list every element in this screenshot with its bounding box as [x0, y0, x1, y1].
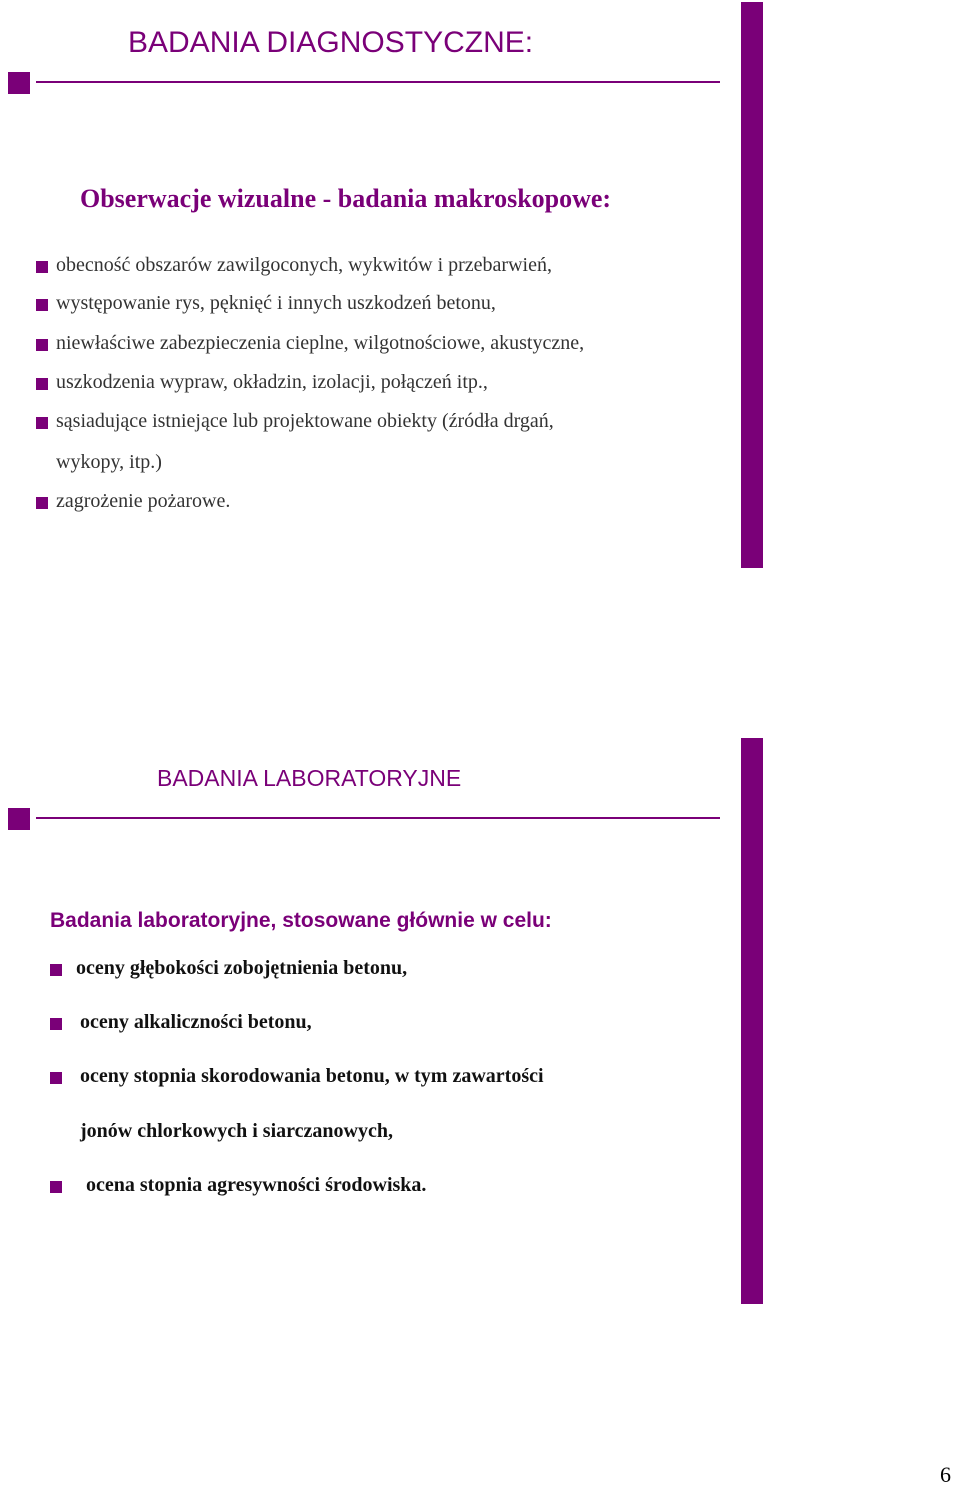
square-bullet-icon	[50, 1072, 62, 1084]
slide-1-list-item: występowanie rys, pęknięć i innych uszkodzeń betonu,	[56, 292, 496, 314]
slide-1-list-item: obecność obszarów zawilgoconych, wykwitów i przebarwień,	[56, 254, 552, 276]
slide-1-vertical-bar	[741, 2, 763, 568]
square-bullet-icon	[36, 497, 48, 509]
slide-1-corner-square-icon	[8, 72, 30, 94]
slide-1-list-item: sąsiadujące istniejące lub projektowane obiekty (źródła drgań,	[56, 410, 554, 432]
square-bullet-icon	[36, 261, 48, 273]
slide-2-corner-square-icon	[8, 808, 30, 830]
slide-1-list-item: zagrożenie pożarowe.	[56, 490, 231, 512]
slide-1-list-item: niewłaściwe zabezpieczenia cieplne, wilgotnościowe, akustyczne,	[56, 332, 585, 354]
square-bullet-icon	[36, 339, 48, 351]
square-bullet-icon	[50, 1018, 62, 1030]
slide-1-subtitle: Obserwacje wizualne - badania makroskopowe:	[80, 184, 612, 213]
slide-1-title-rule	[36, 81, 720, 83]
slide-1-list-item: uszkodzenia wypraw, okładzin, izolacji, połączeń itp.,	[56, 371, 488, 393]
slide-2-list-item: oceny głębokości zobojętnienia betonu,	[76, 957, 408, 979]
slide-2-title-rule	[36, 817, 720, 819]
slide-2-vertical-bar	[741, 738, 763, 1304]
square-bullet-icon	[50, 964, 62, 976]
slide-2-list-item: oceny stopnia skorodowania betonu, w tym zawartości	[80, 1065, 544, 1087]
page-number: 6	[940, 1462, 951, 1487]
square-bullet-icon	[36, 417, 48, 429]
slide-1-title: BADANIA DIAGNOSTYCZNE:	[128, 26, 534, 59]
slide-2-list-item: ocena stopnia agresywności środowiska.	[86, 1174, 427, 1196]
slide-1-list-item-continuation: wykopy, itp.)	[56, 451, 162, 473]
square-bullet-icon	[36, 299, 48, 311]
square-bullet-icon	[50, 1181, 62, 1193]
slide-2-list-item-continuation: jonów chlorkowych i siarczanowych,	[80, 1120, 393, 1142]
slide-2-title: BADANIA LABORATORYJNE	[157, 765, 462, 791]
slide-2-subtitle: Badania laboratoryjne, stosowane głównie w celu:	[50, 909, 552, 932]
square-bullet-icon	[36, 378, 48, 390]
slide-2-list-item: oceny alkaliczności betonu,	[80, 1011, 312, 1033]
